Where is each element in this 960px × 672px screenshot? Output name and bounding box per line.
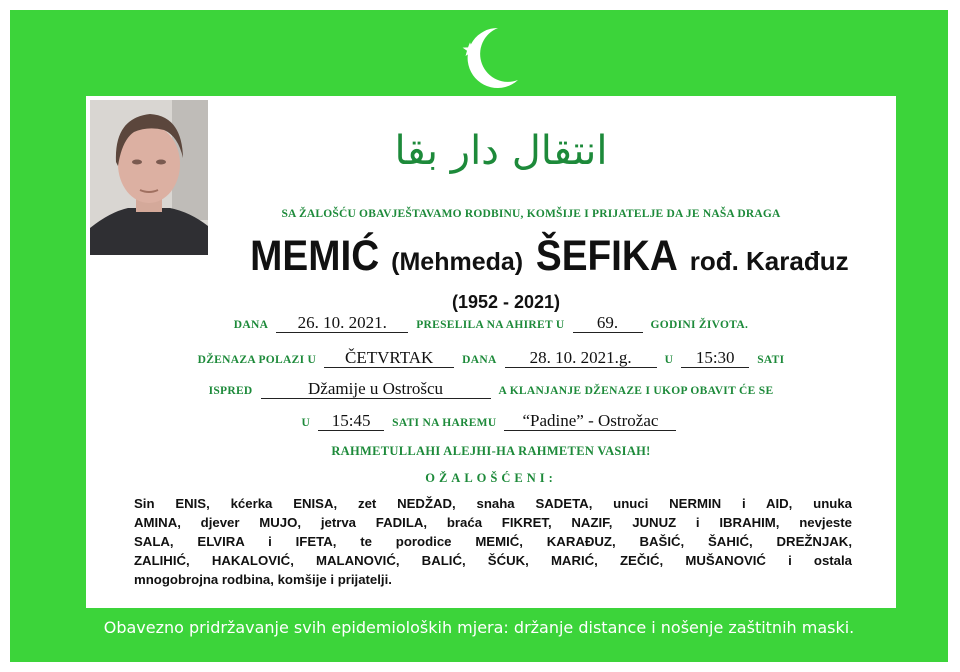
first-name: ŠEFIKA [535, 232, 678, 280]
mourners-line: mnogobrojna rodbina, komšije i prijatelji. [134, 572, 392, 587]
label-dana-2: DANA [462, 354, 497, 366]
funeral-time: 15:30 [681, 349, 749, 368]
intro-text: SA ŽALOŠĆU OBAVJEŠTAVAMO RODBINU, KOMŠIJE I PRIJATELJE DA JE NAŠA DRAGA [281, 208, 781, 220]
mourners-title: OŽALOŠĆENI: [425, 471, 557, 485]
life-years: (1952 - 2021) [451, 292, 561, 312]
deceased-name [236, 232, 856, 281]
mourners-list [134, 494, 852, 589]
calligraphy-text: انتقال دار بقا [394, 128, 608, 174]
epidemic-notice: Obavezno pridržavanje svih epidemioloških mjera: držanje distance i nošenje zaštitnih maski. [103, 618, 855, 637]
funeral-place: Džamije u Ostrošcu [261, 380, 491, 399]
label-sati: SATI [757, 354, 785, 366]
portrait-photo [90, 100, 208, 255]
burial-time: 15:45 [318, 412, 384, 431]
funeral-date: 28. 10. 2021.g. [505, 349, 657, 368]
graveyard: “Padine” - Ostrožac [504, 412, 676, 431]
age: 69. [573, 314, 643, 333]
label-dzenaza: DŽENAZA POLAZI U [197, 354, 317, 366]
label-godini: GODINI ŽIVOTA. [650, 319, 749, 331]
notice-panel [86, 96, 896, 608]
prayer-line: RAHMETULLAHI ALEJHI-HA RAHMETEN VASIAH! [331, 444, 651, 458]
surname: MEMIĆ [250, 232, 380, 280]
star-and-crescent-icon [458, 22, 530, 94]
label-sati-haremu: SATI NA HAREMU [392, 417, 497, 429]
arabic-calligraphy [386, 114, 616, 192]
funeral-place-line [86, 380, 896, 399]
father-name: (Mehmeda) [391, 248, 524, 276]
funeral-departure-line [86, 349, 896, 368]
mourners-line: AMINA, djever MUJO, jetrva FADILA, braća FIKRET, NAZIF, JUNUZ i IBRAHIM, nevjeste [134, 515, 852, 530]
death-date-line [86, 314, 896, 333]
mourners-line: SALA, ELVIRA i IFETA, te porodice MEMIĆ, KARAĐUZ, BAŠIĆ, ŠAHIĆ, DREŽNJAK, [134, 534, 852, 549]
mourners-line: Sin ENIS, kćerka ENISA, zet NEDŽAD, snaha SADETA, unuci NERMIN i AID, unuka [134, 496, 852, 511]
label-dana: DANA [233, 319, 269, 331]
label-klanjanje: A KLANJANJE DŽENAZE I UKOP OBAVIT ĆE SE [498, 385, 774, 397]
label-u: U [664, 354, 674, 366]
burial-line [86, 412, 896, 431]
label-preselila: PRESELILA NA AHIRET U [416, 319, 565, 331]
death-date: 26. 10. 2021. [276, 314, 408, 333]
maiden-name: rođ. Karađuz [689, 246, 849, 276]
mourners-line: ZALIHIĆ, HAKALOVIĆ, MALANOVIĆ, BALIĆ, ŠĆUK, MARIĆ, ZEČIĆ, MUŠANOVIĆ i ostala [134, 553, 852, 568]
funeral-day: ČETVRTAK [324, 349, 454, 368]
label-ispred: ISPRED [208, 385, 253, 397]
label-u-2: U [301, 417, 311, 429]
green-frame [10, 10, 948, 662]
